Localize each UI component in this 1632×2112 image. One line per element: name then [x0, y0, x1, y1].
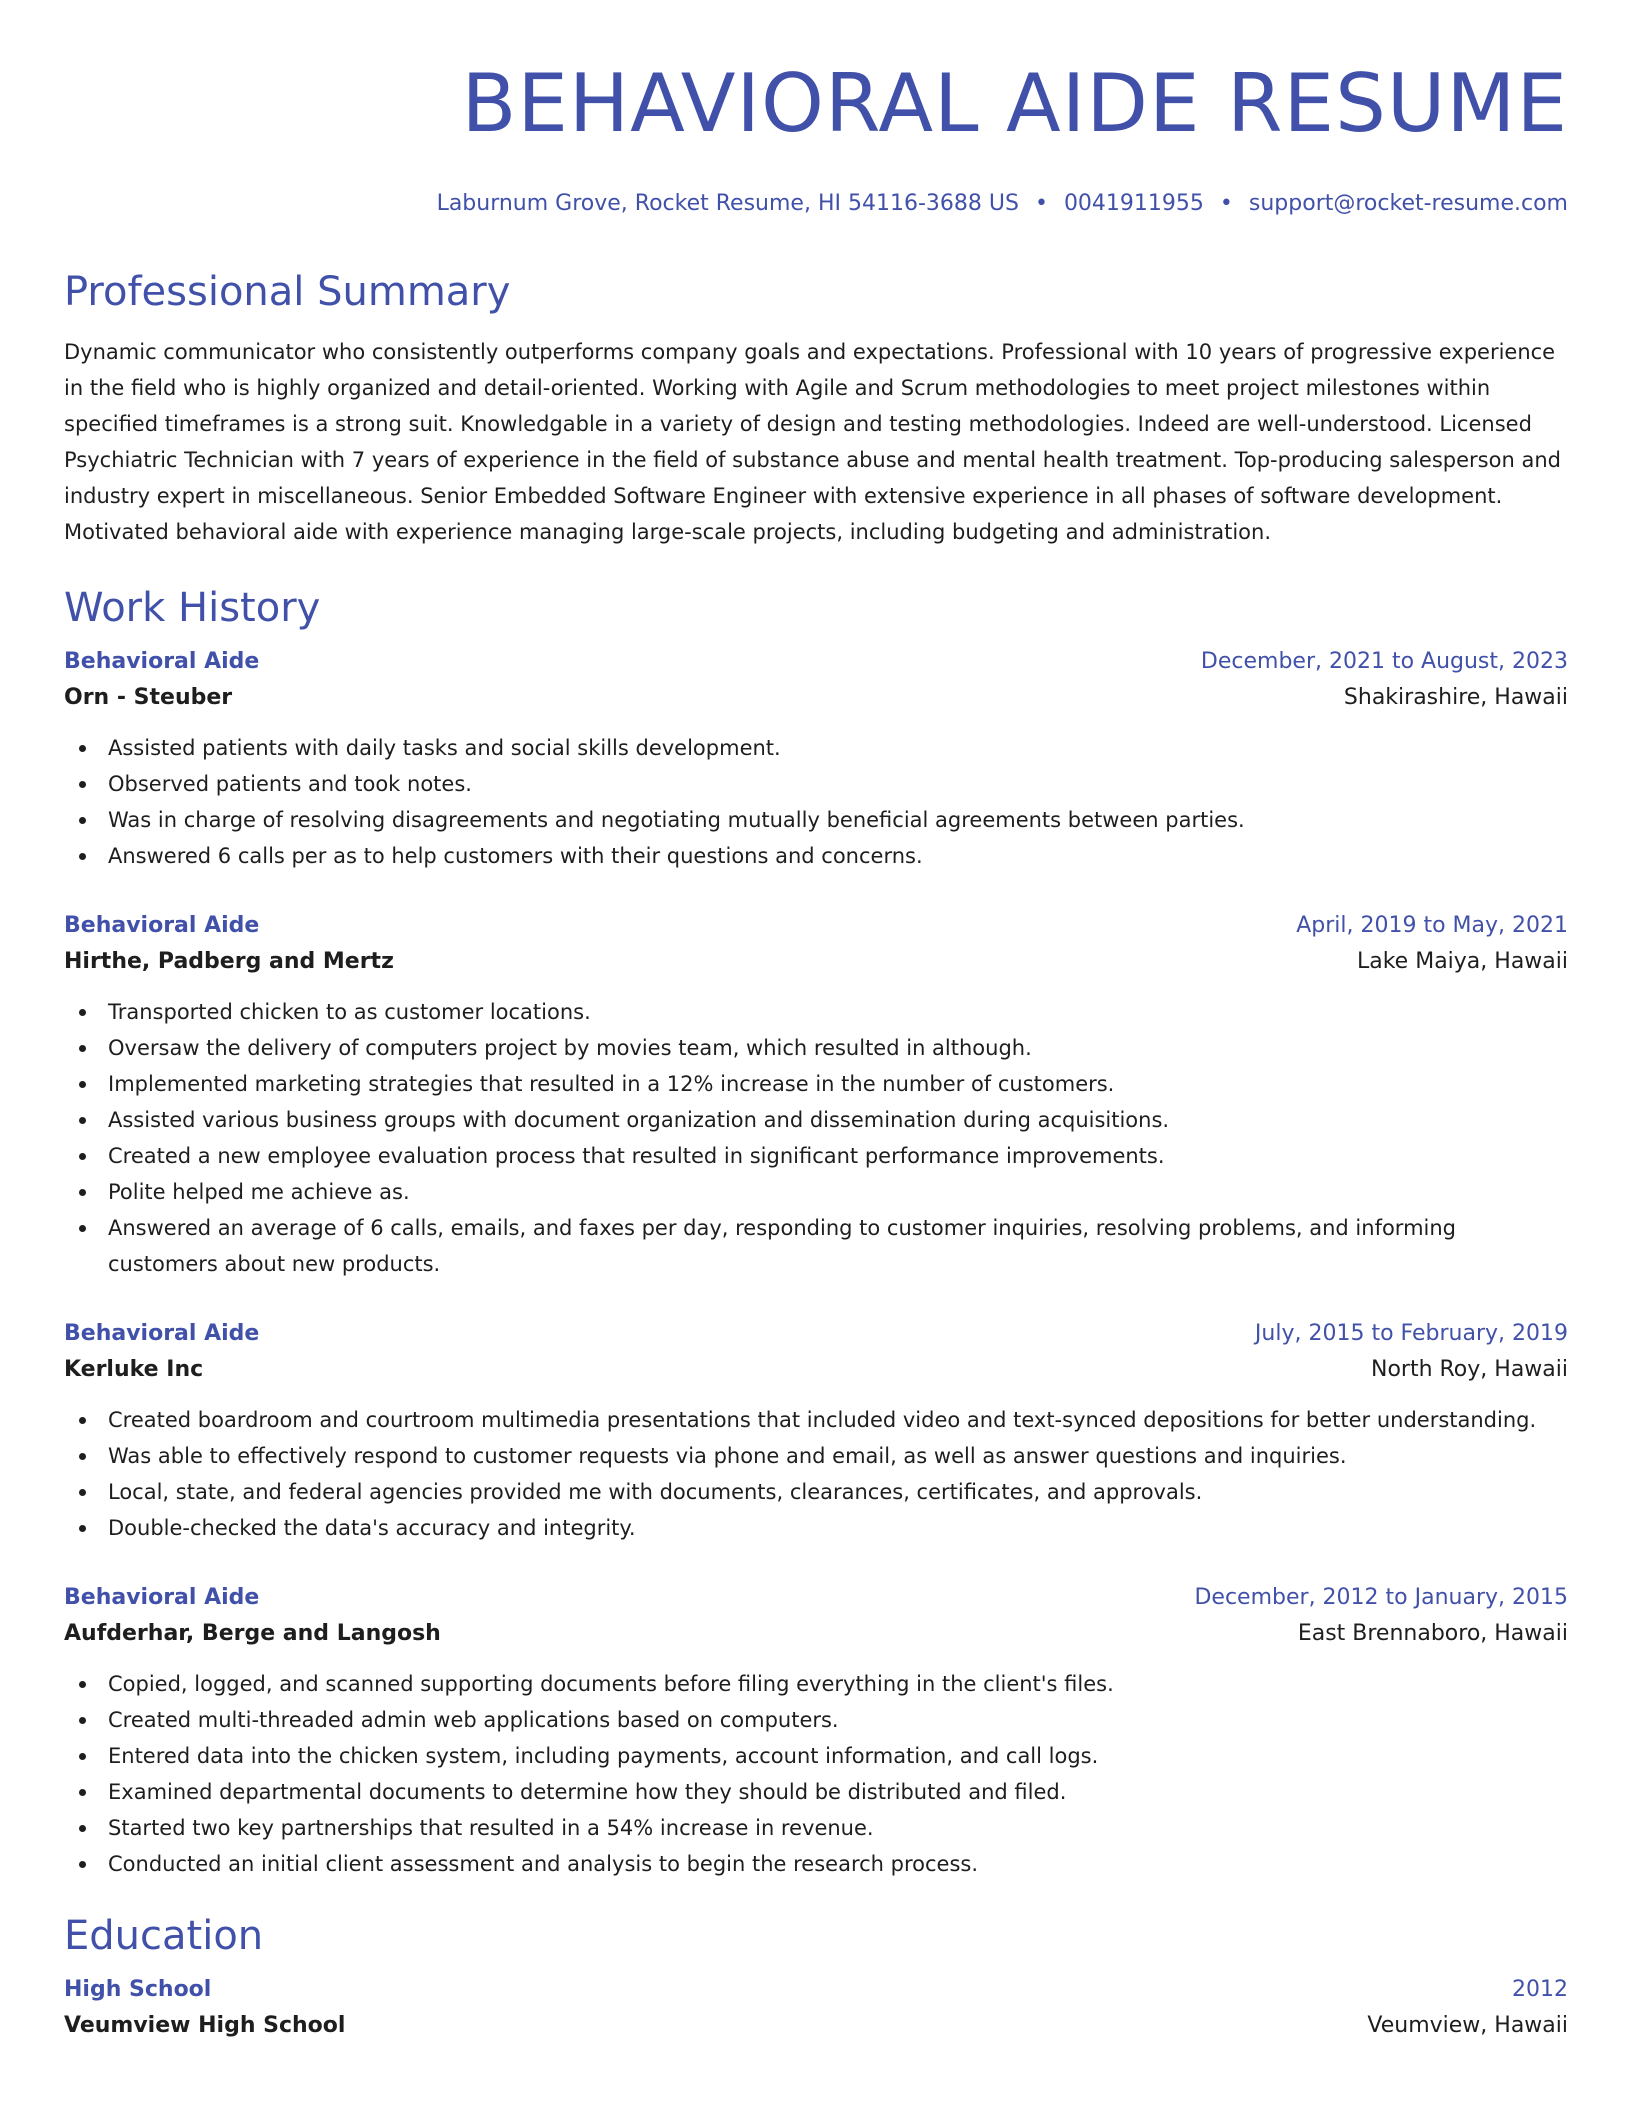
- contact-address: Laburnum Grove, Rocket Resume, HI 54116-3688 US: [436, 191, 1019, 216]
- job-bullet: Created a new employee evaluation process that resulted in significant performance improvements.: [64, 1138, 1568, 1174]
- education-school-row: [64, 2008, 1568, 2044]
- contact-email: support@rocket-resume.com: [1248, 191, 1568, 216]
- job-bullet: Oversaw the delivery of computers project by movies team, which resulted in although.: [64, 1030, 1568, 1066]
- job-entry: [64, 1580, 1568, 1882]
- job-role: Behavioral Aide: [64, 649, 260, 674]
- job-dates: July, 2015 to February, 2019: [1254, 1321, 1568, 1346]
- contact-separator: •: [1034, 191, 1048, 216]
- job-bullet-list: [64, 1402, 1568, 1546]
- job-company: Orn - Steuber: [64, 685, 233, 710]
- job-role: Behavioral Aide: [64, 1321, 260, 1346]
- education-heading: Education: [64, 1913, 264, 1959]
- job-company-row: [64, 944, 1568, 980]
- job-bullet: Assisted patients with daily tasks and social skills development.: [64, 730, 1568, 766]
- work-history-list: [64, 644, 1568, 1882]
- job-bullet: Created boardroom and courtroom multimedia presentations that included video and text-synced depositions for better understanding.: [64, 1402, 1568, 1438]
- job-entry: [64, 1316, 1568, 1546]
- job-bullet: Double-checked the data's accuracy and integrity.: [64, 1510, 1568, 1546]
- education-entry: [64, 1972, 1568, 2044]
- summary-heading: Professional Summary: [64, 269, 511, 315]
- job-location: North Roy, Hawaii: [1370, 1357, 1568, 1382]
- job-bullet: Created multi-threaded admin web applications based on computers.: [64, 1702, 1568, 1738]
- job-bullet: Was able to effectively respond to customer requests via phone and email, as well as answer questions and inquiries.: [64, 1438, 1568, 1474]
- job-bullet: Was in charge of resolving disagreements and negotiating mutually beneficial agreements between parties.: [64, 802, 1568, 838]
- job-location: Shakirashire, Hawaii: [1343, 685, 1568, 710]
- job-bullet: Examined departmental documents to determine how they should be distributed and filed.: [64, 1774, 1568, 1810]
- resume-title: BEHAVIORAL AIDE RESUME: [461, 57, 1568, 150]
- contact-phone: 0041911955: [1063, 191, 1204, 216]
- job-entry: [64, 644, 1568, 874]
- job-company: Hirthe, Padberg and Mertz: [64, 949, 394, 974]
- job-company: Aufderhar, Berge and Langosh: [64, 1621, 441, 1646]
- job-bullet: Entered data into the chicken system, including payments, account information, and call logs.: [64, 1738, 1568, 1774]
- job-bullet-list: [64, 730, 1568, 874]
- job-bullet: Answered an average of 6 calls, emails, and faxes per day, responding to customer inquiries, resolving problems, and informing customers about new products.: [64, 1210, 1568, 1282]
- education-degree-row: [64, 1972, 1568, 2008]
- job-bullet: Answered 6 calls per as to help customers with their questions and concerns.: [64, 838, 1568, 874]
- job-role: Behavioral Aide: [64, 913, 260, 938]
- job-role-row: [64, 1316, 1568, 1352]
- job-bullet: Assisted various business groups with document organization and dissemination during acquisitions.: [64, 1102, 1568, 1138]
- job-location: Lake Maiya, Hawaii: [1356, 949, 1568, 974]
- job-dates: December, 2021 to August, 2023: [1200, 649, 1568, 674]
- job-dates: December, 2012 to January, 2015: [1194, 1585, 1568, 1610]
- job-entry: [64, 908, 1568, 1282]
- job-role: Behavioral Aide: [64, 1585, 260, 1610]
- job-bullet: Transported chicken to as customer locations.: [64, 994, 1568, 1030]
- job-company: Kerluke Inc: [64, 1357, 204, 1382]
- job-company-row: [64, 1352, 1568, 1388]
- job-company-row: [64, 680, 1568, 716]
- job-bullet-list: [64, 1666, 1568, 1882]
- education-degree: High School: [64, 1977, 212, 2002]
- job-bullet: Polite helped me achieve as.: [64, 1174, 1568, 1210]
- contact-line: [64, 190, 1568, 218]
- job-bullet: Observed patients and took notes.: [64, 766, 1568, 802]
- work-history-heading: Work History: [64, 585, 321, 631]
- education-school: Veumview High School: [64, 2013, 346, 2038]
- job-bullet-list: [64, 994, 1568, 1282]
- job-bullet: Implemented marketing strategies that resulted in a 12% increase in the number of customers.: [64, 1066, 1568, 1102]
- job-company-row: [64, 1616, 1568, 1652]
- summary-text: Dynamic communicator who consistently outperforms company goals and expectations. Professional with 10 years of progressive experience in the field who is highly organized and detail-oriented. Working with Agile and Scrum methodologies to meet project milestones within specified timeframes is a strong suit. Knowledgable in a variety of design and testing methodologies. Indeed are well-understood. Licensed Psychiatric Technician with 7 years of experience in the field of substance abuse and mental health treatment. Top-producing salesperson and industry expert in miscellaneous. Senior Embedded Software Engineer with extensive experience in all phases of software development. Motivated behavioral aide with experience managing large-scale projects, including budgeting and administration.: [64, 340, 1561, 544]
- job-dates: April, 2019 to May, 2021: [1296, 913, 1568, 938]
- job-role-row: [64, 908, 1568, 944]
- job-role-row: [64, 644, 1568, 680]
- job-bullet: Copied, logged, and scanned supporting documents before filing everything in the client's files.: [64, 1666, 1568, 1702]
- job-bullet: Local, state, and federal agencies provided me with documents, clearances, certificates, and approvals.: [64, 1474, 1568, 1510]
- job-bullet: Started two key partnerships that resulted in a 54% increase in revenue.: [64, 1810, 1568, 1846]
- job-location: East Brennaboro, Hawaii: [1297, 1621, 1568, 1646]
- job-role-row: [64, 1580, 1568, 1616]
- job-bullet: Conducted an initial client assessment and analysis to begin the research process.: [64, 1846, 1568, 1882]
- contact-separator: •: [1219, 191, 1233, 216]
- education-year: 2012: [1512, 1977, 1568, 2002]
- education-location: Veumview, Hawaii: [1367, 2013, 1568, 2038]
